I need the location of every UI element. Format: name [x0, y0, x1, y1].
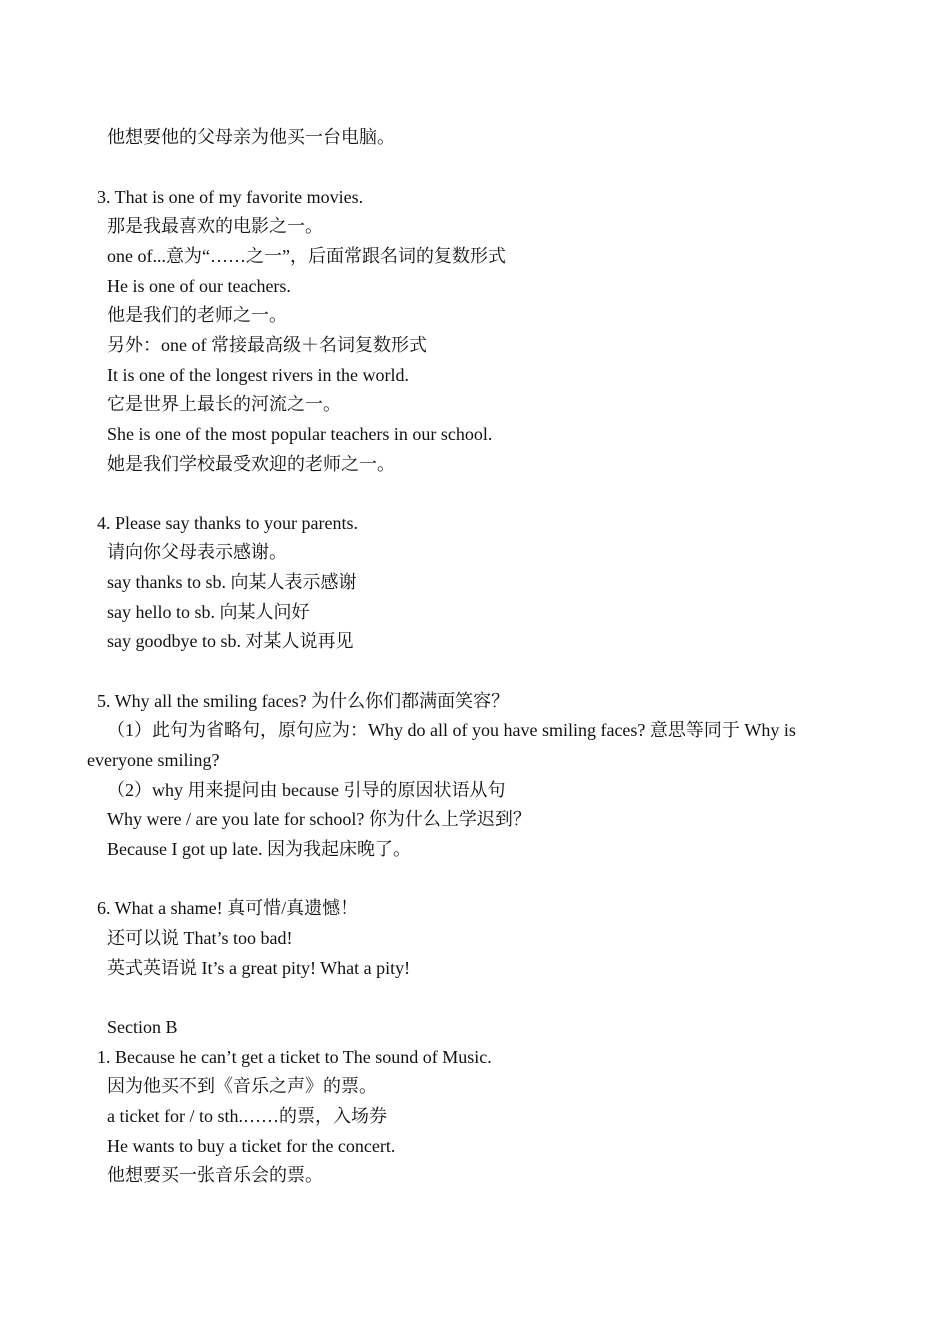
text-line: （2）why 用来提问由 because 引导的原因状语从句: [107, 780, 506, 800]
text-line: 他想要买一张音乐会的票。: [107, 1165, 323, 1185]
text-line: She is one of the most popular teachers in our school.: [107, 424, 493, 444]
text-line: He is one of our teachers.: [107, 276, 291, 296]
text-line: It is one of the longest rivers in the world.: [107, 365, 409, 385]
text-line: 英式英语说 It’s a great pity! What a pity!: [107, 958, 411, 978]
item-heading-3: 3. That is one of my favorite movies.: [97, 187, 364, 207]
section-heading: Section B: [107, 1017, 178, 1037]
text-line: He wants to buy a ticket for the concert.: [107, 1136, 396, 1156]
item-heading-5: 5. Why all the smiling faces? 为什么你们都满面笑容？: [97, 691, 510, 711]
text-line: a ticket for / to sth.……的票，入场券: [107, 1106, 387, 1126]
text-line: one of...意为“……之一”，后面常跟名词的复数形式: [107, 246, 506, 266]
text-line: say hello to sb. 向某人问好: [107, 602, 310, 622]
text-line: 那是我最喜欢的电影之一。: [107, 216, 323, 236]
text-line: 他是我们的老师之一。: [107, 305, 287, 325]
text-line: 另外：one of 常接最高级＋名词复数形式: [107, 335, 427, 355]
text-line: 他想要他的父母亲为他买一台电脑。: [107, 127, 395, 147]
text-line: Why were / are you late for school? 你为什么上学迟到？: [107, 809, 531, 829]
item-heading-4: 4. Please say thanks to your parents.: [97, 513, 358, 533]
text-line: 还可以说 That’s too bad!: [107, 928, 293, 948]
text-line: everyone smiling?: [87, 750, 220, 770]
text-line: 因为他买不到《音乐之声》的票。: [107, 1076, 377, 1096]
text-line: Because I got up late. 因为我起床晚了。: [107, 839, 411, 859]
text-line: say goodbye to sb. 对某人说再见: [107, 631, 354, 651]
text-line: （1）此句为省略句，原句应为：Why do all of you have smiling faces? 意思等同于 Why is: [107, 720, 796, 740]
text-line: 她是我们学校最受欢迎的老师之一。: [107, 454, 395, 474]
text-line: 它是世界上最长的河流之一。: [107, 394, 341, 414]
text-line: 请向你父母表示感谢。: [107, 542, 287, 562]
item-heading-6: 6. What a shame! 真可惜/真遗憾！: [97, 898, 359, 918]
text-line: say thanks to sb. 向某人表示感谢: [107, 572, 357, 592]
item-heading-b1: 1. Because he can’t get a ticket to The sound of Music.: [97, 1047, 492, 1067]
